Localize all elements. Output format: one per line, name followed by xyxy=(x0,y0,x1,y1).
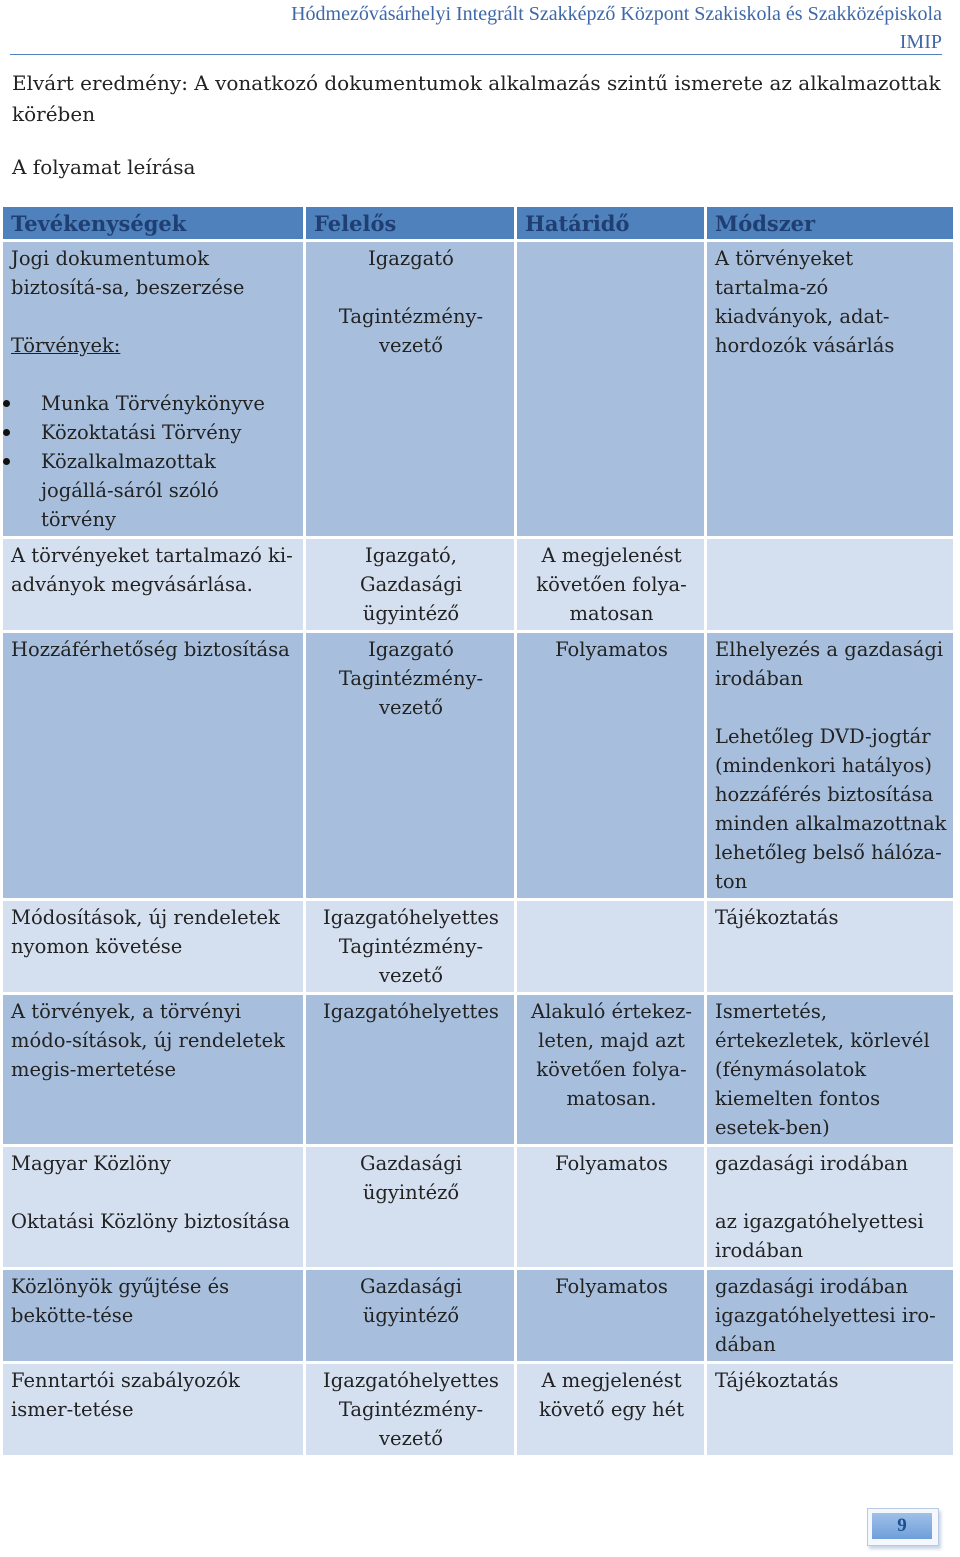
table-row xyxy=(3,1364,953,1455)
page-header xyxy=(10,0,942,55)
responsible-cell: Igazgatóhelyettes Tagintézmény-vezető xyxy=(306,901,514,992)
activity-text: Jogi dokumentumok biztosítá-sa, beszerzése xyxy=(11,247,245,299)
method-cell xyxy=(707,633,953,898)
deadline-cell: A megjelenést követő egy hét xyxy=(517,1364,704,1455)
deadline-cell: Folyamatos xyxy=(517,633,704,898)
method-text: Lehetőleg DVD-jogtár (mindenkori hatályos) hozzáférés biztosítása minden alkalmazottnak lehetőleg belső hálóza-ton xyxy=(715,725,947,893)
method-cell: Tájékoztatás xyxy=(707,901,953,992)
method-text: Elhelyezés a gazdasági irodában xyxy=(715,638,944,690)
responsible-cell: Gazdasági ügyintéző xyxy=(306,1147,514,1267)
table-row xyxy=(3,901,953,992)
deadline-cell: Folyamatos xyxy=(517,1270,704,1361)
responsible-cell: Igazgató Tagintézmény-vezető xyxy=(306,633,514,898)
responsible-cell: Igazgató, Gazdasági ügyintéző xyxy=(306,539,514,630)
school-name: Hódmezővásárhelyi Integrált Szakképző Központ Szakiskola és Szakközépiskola xyxy=(291,3,942,25)
expected-result: Elvárt eredmény: A vonatkozó dokumentumok alkalmazás szintű ismerete az alkalmazottak körében xyxy=(12,71,941,126)
activity-cell: Módosítások, új rendeletek nyomon követése xyxy=(3,901,303,992)
list-item: Munka Törvénykönyve xyxy=(33,389,289,418)
responsible-cell: Gazdasági ügyintéző xyxy=(306,1270,514,1361)
activity-text: Oktatási Közlöny biztosítása xyxy=(11,1210,290,1233)
table-row xyxy=(3,1147,953,1267)
header-deadline: Határidő xyxy=(517,207,704,239)
activity-cell: A törvényeket tartalmazó ki-adványok megvásárlása. xyxy=(3,539,303,630)
method-cell: gazdasági irodában igazgatóhelyettesi iro-dában xyxy=(707,1270,953,1361)
responsible-cell xyxy=(306,242,514,536)
laws-list xyxy=(3,389,289,534)
header-responsible: Felelős xyxy=(306,207,514,239)
table-row xyxy=(3,242,953,536)
table-row xyxy=(3,633,953,898)
responsible-cell: Igazgatóhelyettes xyxy=(306,995,514,1144)
method-text: gazdasági irodában xyxy=(715,1152,909,1175)
method-text: az igazgatóhelyettesi irodában xyxy=(715,1210,924,1262)
activity-cell: A törvények, a törvényi módo-sítások, új rendeletek megis-mertetése xyxy=(3,995,303,1144)
method-cell xyxy=(707,539,953,630)
method-cell: Tájékoztatás xyxy=(707,1364,953,1455)
method-cell xyxy=(707,1147,953,1267)
method-cell: Ismertetés, értekezletek, körlevél (fénymásolatok kiemelten fontos esetek-ben) xyxy=(707,995,953,1144)
responsible-cell: Igazgatóhelyettes Tagintézmény-vezető xyxy=(306,1364,514,1455)
header-activities: Tevékenységek xyxy=(3,207,303,239)
activity-text: Magyar Közlöny xyxy=(11,1152,171,1175)
table-row xyxy=(3,995,953,1144)
process-table xyxy=(0,204,956,1458)
table-header-row xyxy=(3,207,953,239)
laws-label: Törvények: xyxy=(11,334,121,357)
activity-cell: Közlönyök gyűjtése és bekötte-tése xyxy=(3,1270,303,1361)
list-item: Közalkalmazottak jogállá-sáról szóló törvény xyxy=(33,447,289,534)
header-method: Módszer xyxy=(707,207,953,239)
method-cell: A törvényeket tartalma-zó kiadványok, adat-hordozók vásárlás xyxy=(707,242,953,536)
activity-cell xyxy=(3,242,303,536)
deadline-cell: Alakuló értekez-leten, majd azt követően folya-matosan. xyxy=(517,995,704,1144)
responsible-text: Tagintézmény-vezető xyxy=(338,305,484,357)
page-number: 9 xyxy=(872,1513,932,1539)
activity-cell xyxy=(3,1147,303,1267)
table-row xyxy=(3,539,953,630)
table-row xyxy=(3,1270,953,1361)
responsible-text: Igazgató xyxy=(368,247,454,270)
page-number-box xyxy=(867,1508,939,1546)
deadline-cell: Folyamatos xyxy=(517,1147,704,1267)
activity-cell: Fenntartói szabályozók ismer-tetése xyxy=(3,1364,303,1455)
deadline-cell xyxy=(517,242,704,536)
deadline-cell: A megjelenést követően folya-matosan xyxy=(517,539,704,630)
deadline-cell xyxy=(517,901,704,992)
doc-code: IMIP xyxy=(899,31,942,53)
activity-cell: Hozzáférhetőség biztosítása xyxy=(3,633,303,898)
process-title: A folyamat leírása xyxy=(12,155,196,179)
list-item: Közoktatási Törvény xyxy=(33,418,289,447)
